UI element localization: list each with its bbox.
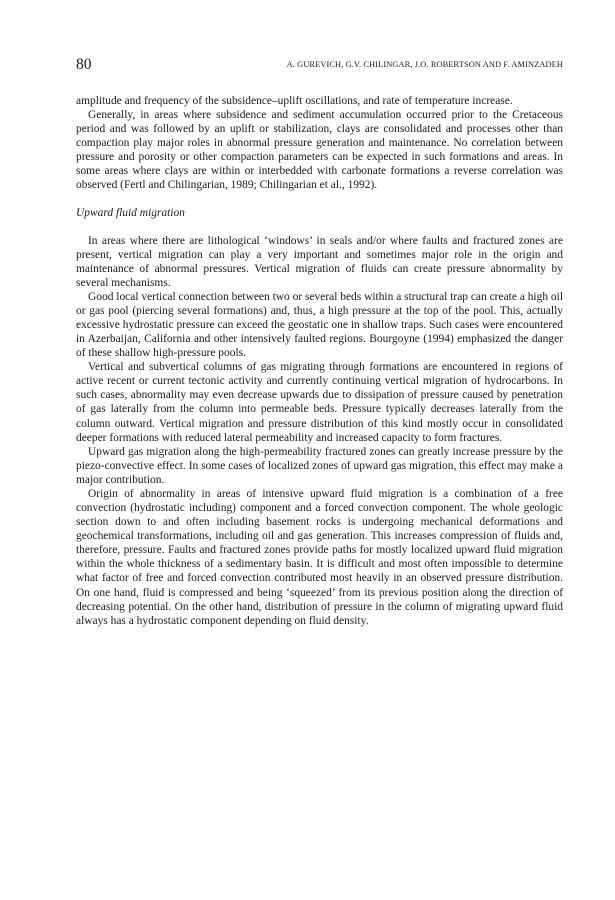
page-number: 80 [76,56,92,73]
paragraph-2: Generally, in areas where subsidence and sediment accumulation occurred prior to the Cretaceous period and was followed by an uplift or stabilization, clays are consolidated and processes other than compaction play major roles in abnormal pressure generation and maintenance. No correlation between pressure and porosity or other compaction parameters can be expected in such formations and areas. In some areas where clays are within or interbedded with carbonate formations a reverse correlation was observed (Fertl and Chilingarian, 1989; Chilingarian et al., 1992). [76,109,563,192]
paragraph-1: amplitude and frequency of the subsidence–uplift oscillations, and rate of temperature increase. [76,95,513,107]
paragraph-6: Upward gas migration along the high-permeability fractured zones can greatly increase pressure by the piezo-convective effect. In some cases of localized zones of upward gas migration, this effect may make a major contribution. [76,445,563,486]
paragraph-7: Origin of abnormality in areas of intensive upward fluid migration is a combination of a free convection (hydrostatic including) component and a forced convection component. The whole geologic section down to and often including basement rocks is undergoing mechanical deformations and geochemical transformations, including oil and gas generation. This increases compression of fluids and, therefore, pressure. Faults and fractured zones provide paths for mostly localized upward fluid migration within the whole thickness of a sedimentary basin. It is difficult and most often impossible to determine what factor of free and forced convection contributed most heavily in an observed pressure distribution. On one hand, fluid is compressed and being ‘squeezed’ from its previous position along the direction of decreasing potential. On the other hand, distribution of pressure in the column of migrating upward fluid always has a hydrostatic component depending on fluid density. [76,487,563,627]
running-head: A. GUREVICH, G.V. CHILINGAR, J.O. ROBERTSON AND F. AMINZADEH [286,60,563,69]
paragraph-3: In areas where there are lithological ‘windows’ in seals and/or where faults and fractured zones are present, vertical migration can play a very important and sometimes major role in the origin and maintenance of abnormal pressures. Vertical migration of fluids can create pressure abnormality by several mechanisms. [76,234,563,289]
paragraph-4: Good local vertical connection between two or several beds within a structural trap can create a high oil or gas pool (piercing several formations) and, thus, a high pressure at the top of the pool. This, actually excessive hydrostatic pressure can exceed the geostatic one in shallow traps. Such cases were encountered in Azerbaijan, California and other intensively faulted regions. Bourgoyne (1994) emphasized the danger of these shallow high-pressure pools. [76,290,563,360]
page-body [76,94,563,628]
page-header [76,56,563,76]
paragraph-5: Vertical and subvertical columns of gas migrating through formations are encountered in regions of active recent or current tectonic activity and currently continuing vertical migration of hydrocarbons. In such cases, abnormality may even decrease upwards due to dissipation of pressure caused by penetration of gas laterally from the column into permeable beds. Pressure typically decreases laterally from the column outward. Vertical migration and pressure distribution of this kind mostly occur in consolidated deeper formations with reduced lateral permeability and increased capacity to form fractures. [76,361,563,444]
section-heading: Upward fluid migration [76,206,185,219]
